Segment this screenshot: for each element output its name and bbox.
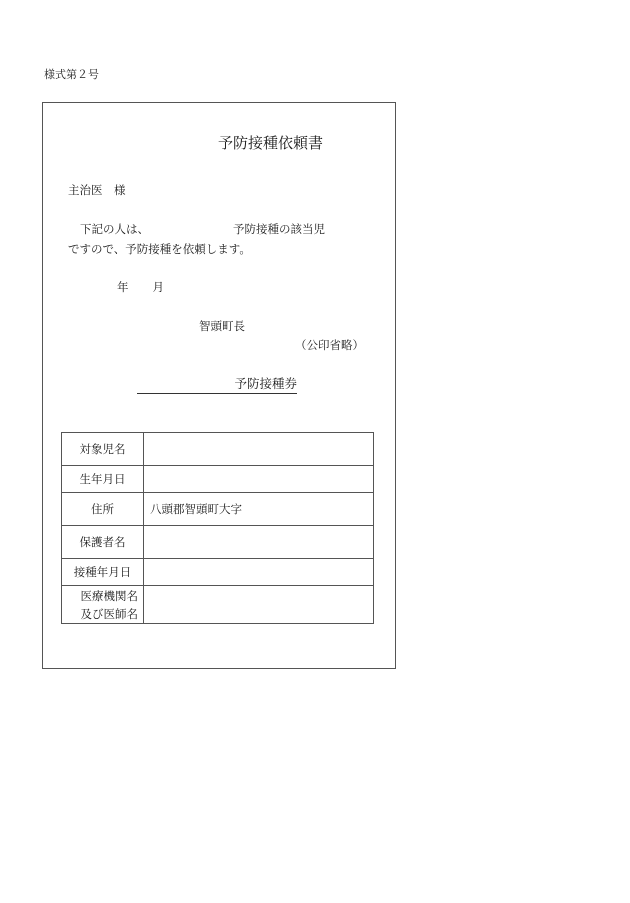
ticket-title: 予防接種券 [137,374,297,394]
addressee: 主治医 様 [68,183,126,197]
row-label-guardian-name: 保護者名 [62,526,144,559]
guardian-name-field[interactable] [144,526,374,559]
vaccination-date-field[interactable] [144,559,374,586]
body-line-1-start: 下記の人は、 [80,222,149,236]
table-row [62,466,374,493]
row-label-vaccination-date: 接種年月日 [62,559,144,586]
table-row [62,433,374,466]
date-year: 年 [117,280,129,294]
table-row [62,526,374,559]
row-label-birth-date: 生年月日 [62,466,144,493]
label-doctor: 及び医師名 [80,606,138,621]
date-month: 月 [152,280,164,294]
row-label-address: 住所 [62,493,144,526]
seal-note: （公印省略） [295,338,364,352]
row-label-institution-doctor [62,586,144,624]
document-title: 予防接種依頼書 [218,134,324,152]
child-name-field[interactable] [144,433,374,466]
table-row [62,493,374,526]
birth-date-field[interactable] [144,466,374,493]
institution-doctor-field[interactable] [144,586,374,624]
issue-date [117,279,164,295]
row-label-child-name: 対象児名 [62,433,144,466]
table-row [62,586,374,624]
body-line-1-end: 予防接種の該当児 [233,222,325,236]
label-institution: 医療機関名 [80,588,138,603]
issuer: 智頭町長 [199,319,245,333]
body-line-2: ですので、予防接種を依頼します。 [68,242,251,256]
address-field[interactable]: 八頭郡智頭町大字 [144,493,374,526]
form-number: 様式第２号 [44,68,99,81]
table-row [62,559,374,586]
vaccination-info-table [61,432,374,624]
body-line-1 [80,221,325,237]
